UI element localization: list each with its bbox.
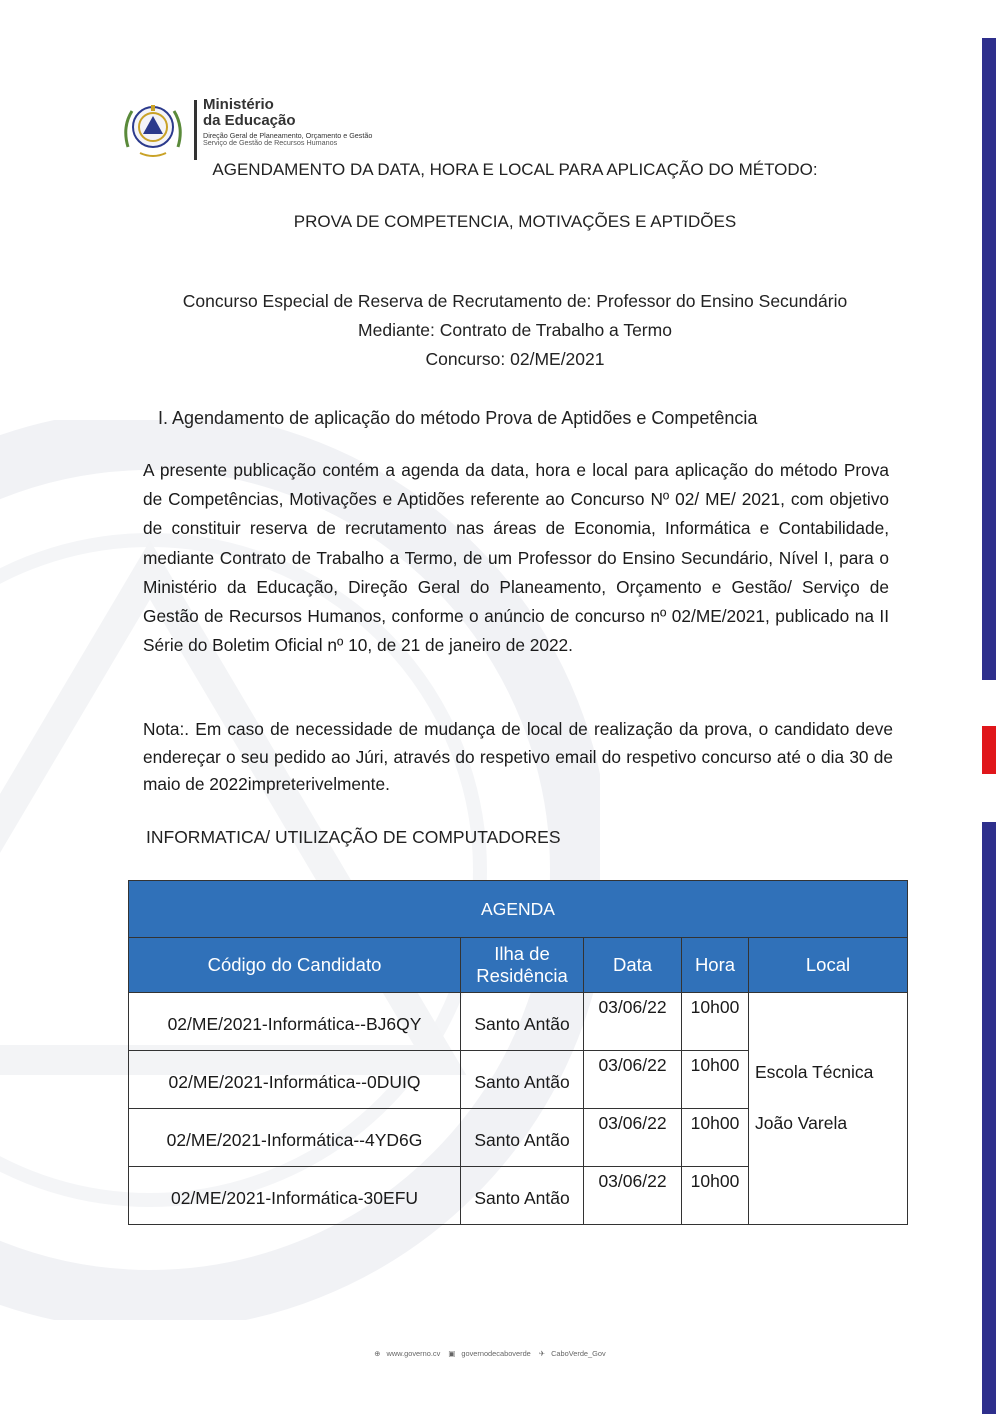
- exam-hour: 10h00: [682, 993, 749, 1051]
- header-code: Código do Candidato: [129, 938, 461, 993]
- header-hour: Hora: [682, 938, 749, 993]
- table-row: [129, 993, 908, 1051]
- residence-isle: Santo Antão: [461, 1051, 584, 1109]
- agenda-table: [128, 880, 908, 1225]
- contest-line1: Concurso Especial de Reserva de Recrutamento de: Professor do Ensino Secundário: [182, 291, 848, 311]
- intro-paragraph: A presente publicação contém a agenda da data, hora e local para aplicação do método Prova de Competências, Motivações e Aptidões referente ao Concurso Nº 02/ ME/ 2021, com objetivo de constituir reserva de recrutamento nas áreas de Economia, Informática e Contabilidade, mediante Contrato de Trabalho a Termo, de um Professor do Ensino Secundário, Nível I, para o Ministério da Educação, Direção Geral do Planeamento, Orçamento e Gestão/ Serviço de Gestão de Recursos Humanos, conforme o anúncio de concurso nº 02/ME/2021, publicado na II Série do Boletim Oficial nº 10, de 21 de janeiro de 2022.: [143, 460, 889, 656]
- exam-date: 03/06/22: [584, 993, 682, 1051]
- scheduling-title: AGENDAMENTO DA DATA, HORA E LOCAL PARA APLICAÇÃO DO MÉTODO:: [212, 160, 818, 179]
- side-bar-blue-bottom: [982, 822, 996, 1414]
- exam-title: PROVA DE COMPETENCIA, MOTIVAÇÕES E APTIDÕES: [293, 212, 737, 231]
- candidate-code: 02/ME/2021-Informática--BJ6QY: [129, 993, 461, 1051]
- exam-date: 03/06/22: [584, 1051, 682, 1109]
- facebook-icon: ▣: [448, 1349, 456, 1358]
- exam-location: [749, 993, 908, 1225]
- exam-date: 03/06/22: [584, 1167, 682, 1225]
- note-paragraph: Nota:. Em caso de necessidade de mudança de local de realização da prova, o candidato deve endereçar o seu pedido ao Júri, através do respetivo email do respetivo concurso até o dia 30 de maio de 2022impreterivelmente.: [143, 719, 893, 794]
- exam-hour: 10h00: [682, 1109, 749, 1167]
- service-name: Serviço de Gestão de Recursos Humanos: [203, 138, 338, 148]
- location-line2: João Varela: [755, 1113, 848, 1133]
- exam-hour: 10h00: [682, 1167, 749, 1225]
- candidate-code: 02/ME/2021-Informática--4YD6G: [129, 1109, 461, 1167]
- contest-line3: Concurso: 02/ME/2021: [425, 349, 605, 369]
- directorate-name: Direção Geral de Planeamento, Orçamento e Gestão: [203, 130, 373, 140]
- agenda-title: AGENDA: [129, 881, 908, 938]
- exam-date: 03/06/22: [584, 1109, 682, 1167]
- ministry-logo: [118, 97, 372, 165]
- section-heading: I. Agendamento de aplicação do método Prova de Aptidões e Competência: [158, 408, 758, 428]
- subject-heading: INFORMATICA/ UTILIZAÇÃO DE COMPUTADORES: [146, 827, 561, 847]
- residence-isle: Santo Antão: [461, 993, 584, 1051]
- header-local: Local: [749, 938, 908, 993]
- ministry-name-line2: da Educação: [203, 111, 296, 129]
- twitter-icon: ✈: [538, 1349, 546, 1358]
- footer-facebook[interactable]: governodecaboverde: [461, 1349, 531, 1358]
- logo-divider: [194, 100, 197, 160]
- globe-icon: ⊕: [374, 1349, 381, 1358]
- ministry-name-line1: Ministério: [203, 96, 274, 113]
- contest-line2: Mediante: Contrato de Trabalho a Termo: [358, 320, 672, 340]
- side-bar-red: [982, 726, 996, 774]
- candidate-code: 02/ME/2021-Informática--0DUIQ: [129, 1051, 461, 1109]
- header-isle: Ilha de Residência: [461, 938, 584, 993]
- residence-isle: Santo Antão: [461, 1109, 584, 1167]
- footer-twitter[interactable]: CaboVerde_Gov: [551, 1349, 606, 1358]
- footer: [0, 1349, 980, 1358]
- residence-isle: Santo Antão: [461, 1167, 584, 1225]
- coat-of-arms-icon: [118, 97, 188, 165]
- footer-website[interactable]: www.governo.cv: [386, 1349, 441, 1358]
- header-date: Data: [584, 938, 682, 993]
- exam-hour: 10h00: [682, 1051, 749, 1109]
- location-line1: Escola Técnica: [755, 1062, 874, 1082]
- candidate-code: 02/ME/2021-Informática-30EFU: [129, 1167, 461, 1225]
